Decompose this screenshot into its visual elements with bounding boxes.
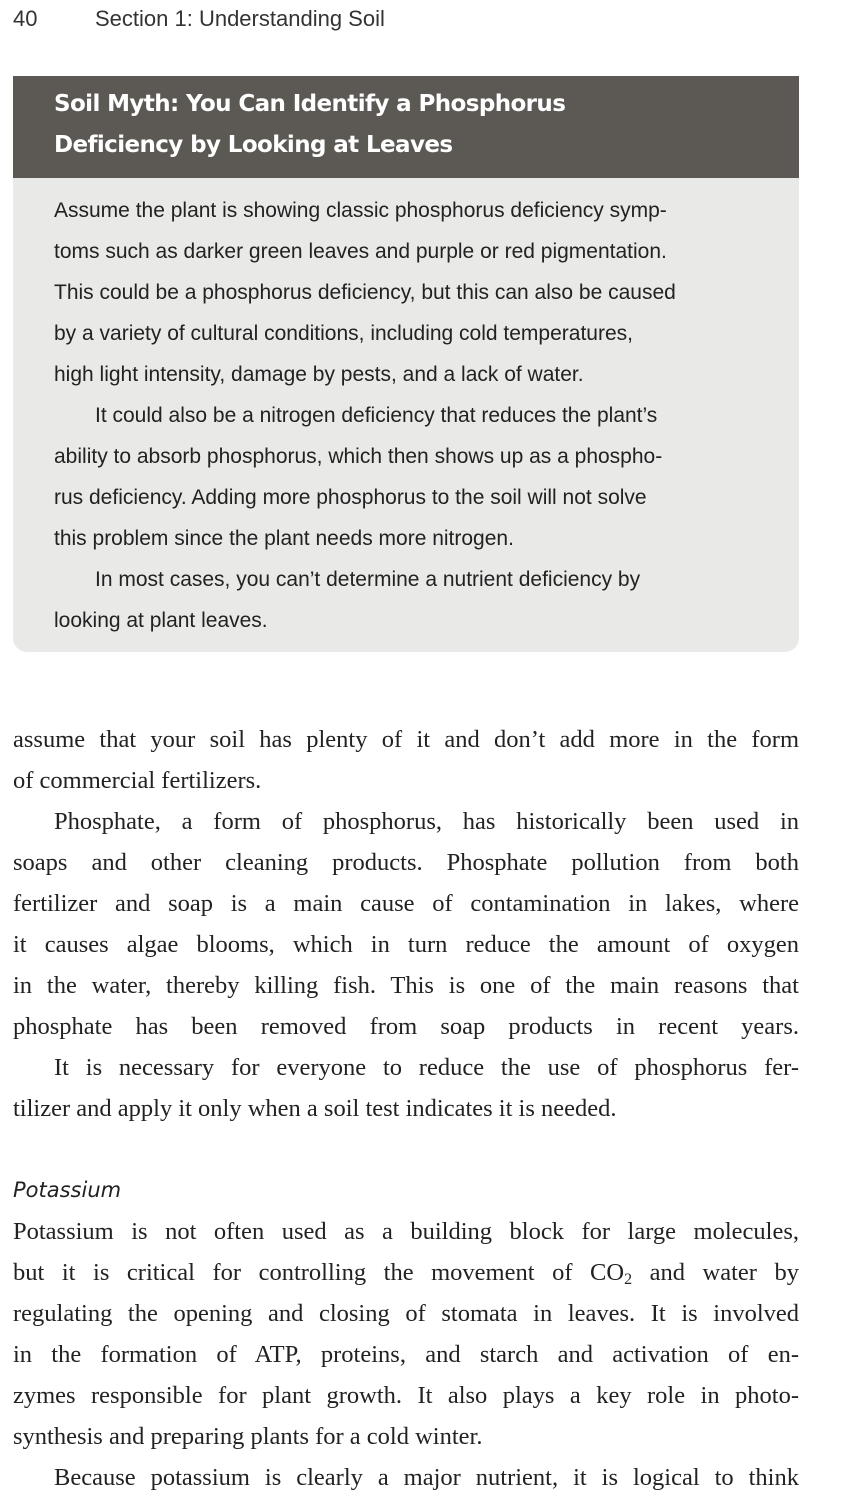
main-body-text [13, 719, 799, 1498]
body-line: fertilizer and soap is a main cause of contamination in lakes, where [13, 890, 799, 917]
body-line: Potassium is not often used as a building block for large molecules, [13, 1218, 799, 1245]
sidebar-line: rus deficiency. Adding more phosphorus to the soil will not solve [54, 486, 647, 509]
sidebar-title-line: Soil Myth: You Can Identify a Phosphorus [54, 91, 566, 117]
body-line: tilizer and apply it only when a soil test indicates it is needed. [13, 1095, 617, 1122]
sidebar-line: high light intensity, damage by pests, and a lack of water. [54, 363, 584, 386]
sidebar-line: looking at plant leaves. [54, 609, 268, 632]
subheading-potassium: Potassium [13, 1178, 122, 1202]
sidebar-line: This could be a phosphorus deficiency, but this can also be caused [54, 281, 676, 304]
body-line: Phosphate, a form of phosphorus, has historically been used in [54, 808, 799, 835]
body-line: assume that your soil has plenty of it and don’t add more in the form [13, 726, 799, 753]
body-line: It is necessary for everyone to reduce the use of phosphorus fer- [54, 1054, 799, 1081]
sidebar-line: Assume the plant is showing classic phosphorus deficiency symp- [54, 199, 667, 222]
sidebar-line: It could also be a nitrogen deficiency that reduces the plant’s [95, 404, 658, 427]
body-line: zymes responsible for plant growth. It also plays a key role in photo- [13, 1382, 799, 1409]
sidebar-line: ability to absorb phosphorus, which then shows up as a phospho- [54, 445, 663, 468]
soil-myth-sidebar [13, 76, 799, 652]
co2-text: but it is critical for controlling the movement of CO [13, 1259, 625, 1286]
sidebar-line: toms such as darker green leaves and purple or red pigmentation. [54, 240, 667, 263]
sidebar-line: by a variety of cultural conditions, including cold temperatures, [54, 322, 633, 345]
sidebar-line: In most cases, you can’t determine a nutrient deficiency by [95, 568, 641, 591]
co2-text-tail: and water by [632, 1259, 799, 1286]
body-line: regulating the opening and closing of stomata in leaves. It is involved [13, 1300, 799, 1327]
co2-subscript: 2 [624, 1270, 633, 1288]
page-number: 40 [13, 6, 38, 31]
body-line: it causes algae blooms, which in turn reduce the amount of oxygen [13, 931, 799, 958]
body-line: of commercial fertilizers. [13, 767, 262, 794]
section-title: Section 1: Understanding Soil [95, 6, 385, 31]
body-line: Because potassium is clearly a major nutrient, it is logical to think [54, 1464, 799, 1491]
running-head [13, 6, 385, 32]
body-line: in the water, thereby killing fish. This is one of the main reasons that [13, 972, 799, 999]
sidebar-title [13, 76, 799, 178]
sidebar-title-line: Deficiency by Looking at Leaves [54, 132, 453, 158]
body-line: phosphate has been removed from soap products in recent years. [13, 1013, 799, 1040]
body-line: soaps and other cleaning products. Phosphate pollution from both [13, 849, 799, 876]
body-line [13, 1252, 799, 1293]
sidebar-line: this problem since the plant needs more nitrogen. [54, 527, 514, 550]
body-line: synthesis and preparing plants for a cold winter. [13, 1423, 483, 1450]
sidebar-body [13, 178, 799, 641]
body-line: in the formation of ATP, proteins, and starch and activation of en- [13, 1341, 799, 1368]
